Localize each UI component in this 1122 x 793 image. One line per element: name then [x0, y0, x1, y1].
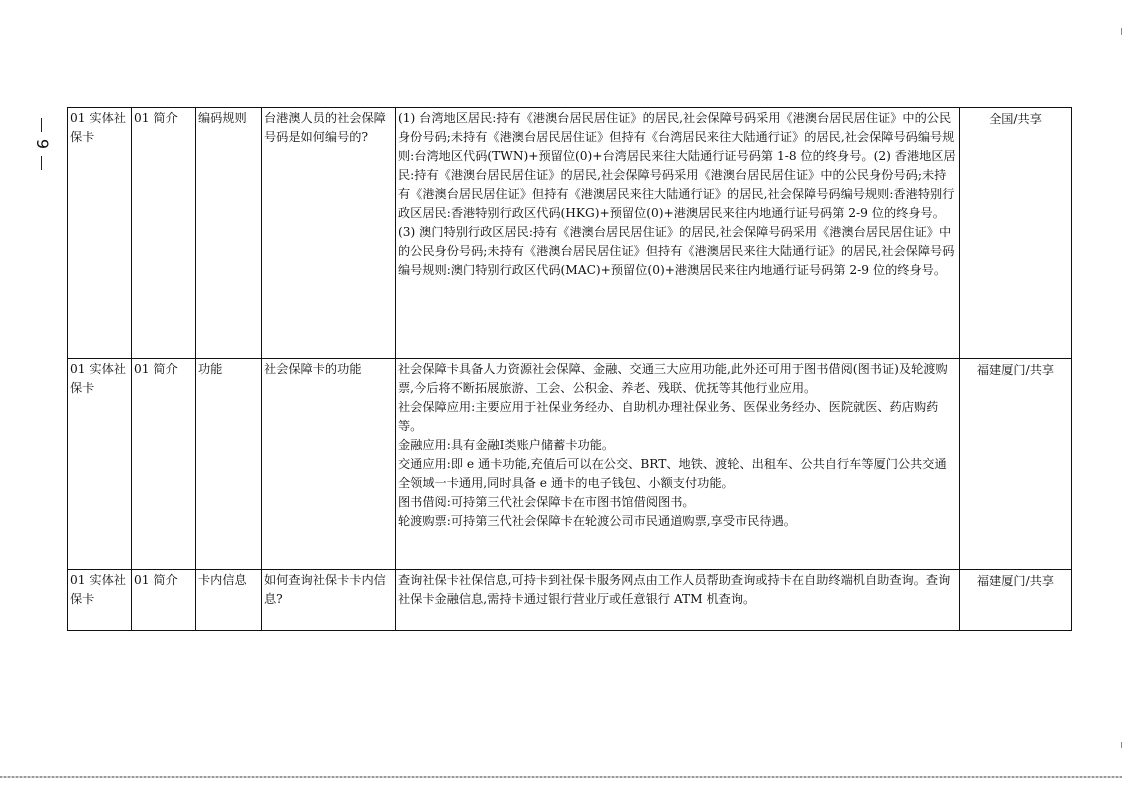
answer-paragraph: 图书借阅:可持第三代社会保障卡在市图书馆借阅图书。 — [398, 495, 695, 509]
topic-cell: 功能 — [196, 359, 262, 570]
page-number-dash-bottom — [41, 156, 42, 170]
page-number — [31, 118, 53, 176]
answer-cell — [396, 570, 960, 631]
answer-cell — [396, 108, 960, 359]
answer-paragraph: 金融应用:具有金融Ⅰ类账户储蓄卡功能。 — [398, 438, 615, 452]
answer-cell — [396, 359, 960, 570]
table-row — [68, 359, 1072, 570]
answer-paragraph: 交通应用:即 e 通卡功能,充值后可以在公交、BRT、地铁、渡轮、出租车、公共自行车等厦门公共交通全领域一卡通用,同时具备 e 通卡的电子钱包、小额支付功能。 — [398, 457, 947, 490]
category-cell: 01 实体社保卡 — [68, 359, 132, 570]
answer-paragraph: 轮渡购票:可持第三代社会保障卡在轮渡公司市民通道购票,享受市民待遇。 — [398, 514, 796, 528]
page-number-dash-top — [41, 118, 42, 132]
page-number-text: 9 — [33, 138, 52, 150]
region-cell: 福建厦门/共享 — [960, 359, 1072, 570]
faq-table — [67, 107, 1072, 631]
subcategory-cell: 01 简介 — [132, 570, 196, 631]
question-cell: 社会保障卡的功能 — [262, 359, 396, 570]
question-cell: 如何查询社保卡卡内信息? — [262, 570, 396, 631]
region-cell: 福建厦门/共享 — [960, 570, 1072, 631]
category-cell: 01 实体社保卡 — [68, 570, 132, 631]
topic-cell: 卡内信息 — [196, 570, 262, 631]
subcategory-cell: 01 简介 — [132, 108, 196, 359]
table-row — [68, 570, 1072, 631]
topic-cell: 编码规则 — [196, 108, 262, 359]
subcategory-cell: 01 简介 — [132, 359, 196, 570]
answer-paragraph: 社会保障应用:主要应用于社保业务经办、自助机办理社保业务、医保业务经办、医院就医、药店购药等。 — [398, 400, 939, 433]
region-cell: 全国/共享 — [960, 108, 1072, 359]
question-cell: 台港澳人员的社会保障号码是如何编号的? — [262, 108, 396, 359]
answer-paragraph: 社会保障卡具备人力资源社会保障、金融、交通三大应用功能,此外还可用于图书借阅(图书证)及轮渡购票,今后将不断拓展旅游、工会、公积金、养老、残联、优抚等其他行业应用。 — [398, 362, 948, 395]
table-row — [68, 108, 1072, 359]
category-cell: 01 实体社保卡 — [68, 108, 132, 359]
answer-paragraph: (1) 台湾地区居民:持有《港澳台居民居住证》的居民,社会保障号码采用《港澳台居民居住证》中的公民身份号码;未持有《港澳台居民居住证》但持有《台湾居民来往大陆通行证》的居民,社会保障号码编号规则:台湾地区代码(TWN)+预留位(0)+台湾居民来往大陆通行证号码第 1-8 位的终身号。(2) 香港地区居民:持有《港澳台居民居住证》的居民,社会保障号码采用《港澳台居民居住证》中的公民身份号码;未持有《港澳台居民居住证》但持有《港澳居民来往大陆通行证》的居民,社会保障号码编号规则:香港特别行政区居民:香港特别行政区代码(HKG)+预留位(0)+港澳居民来往内地通行证号码第 2-9 位的终身号。(3) 澳门特别行政区居民:持有《港澳台居民居住证》的居民,社会保障号码采用《港澳台居民居住证》中的公民身份号码;未持有《港澳台居民居住证》但持有《港澳居民来往大陆通行证》的居民,社会保障号码编号规则:澳门特别行政区代码(MAC)+预留位(0)+港澳居民来往内地通行证号码第 2-9 位的终身号。 — [398, 111, 956, 277]
scan-bottom-edge — [0, 776, 1122, 778]
answer-paragraph: 查询社保卡社保信息,可持卡到社保卡服务网点由工作人员帮助查询或持卡在自助终端机自助查询。查询社保卡金融信息,需持卡通过银行营业厅或任意银行 ATM 机查询。 — [398, 573, 951, 606]
